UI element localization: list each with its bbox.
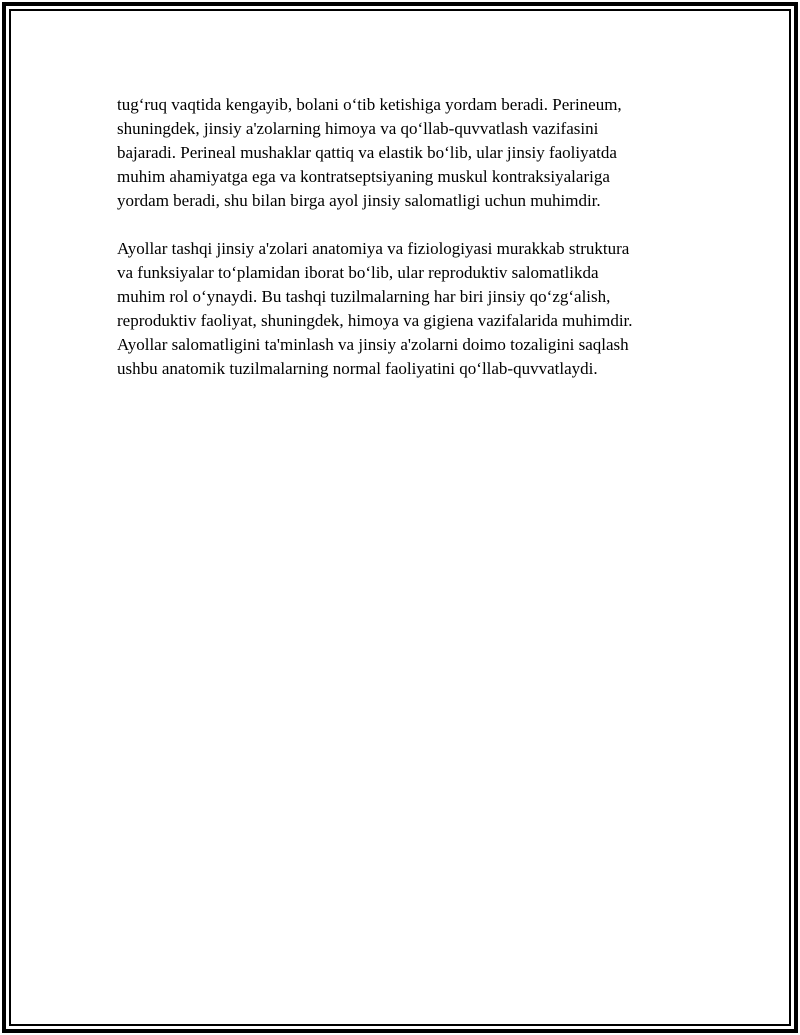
text-line: muhim ahamiyatga ega va kontratseptsiyaning muskul kontraksiyalariga: [117, 167, 610, 186]
text-line: reproduktiv faoliyat, shuningdek, himoya va gigiena vazifalarida muhimdir.: [117, 311, 633, 330]
text-line: shuningdek, jinsiy a'zolarning himoya va qo‘llab-quvvatlash vazifasini: [117, 119, 599, 138]
text-line: va funksiyalar to‘plamidan iborat bo‘lib, ular reproduktiv salomatlikda: [117, 263, 599, 282]
paragraph: [117, 93, 717, 213]
text-line: ushbu anatomik tuzilmalarning normal faoliyatini qo‘llab-quvvatlaydi.: [117, 359, 598, 378]
paragraph: [117, 237, 717, 381]
text-line: Ayollar tashqi jinsiy a'zolari anatomiya va fiziologiyasi murakkab struktura: [117, 239, 630, 258]
text-line: bajaradi. Perineal mushaklar qattiq va elastik bo‘lib, ular jinsiy faoliyatda: [117, 143, 617, 162]
text-line: tug‘ruq vaqtida kengayib, bolani o‘tib ketishiga yordam beradi. Perineum,: [117, 95, 622, 114]
text-line: yordam beradi, shu bilan birga ayol jinsiy salomatligi uchun muhimdir.: [117, 191, 601, 210]
text-line: muhim rol o‘ynaydi. Bu tashqi tuzilmalarning har biri jinsiy qo‘zg‘alish,: [117, 287, 611, 306]
text-line: Ayollar salomatligini ta'minlash va jinsiy a'zolarni doimo tozaligini saqlash: [117, 335, 629, 354]
